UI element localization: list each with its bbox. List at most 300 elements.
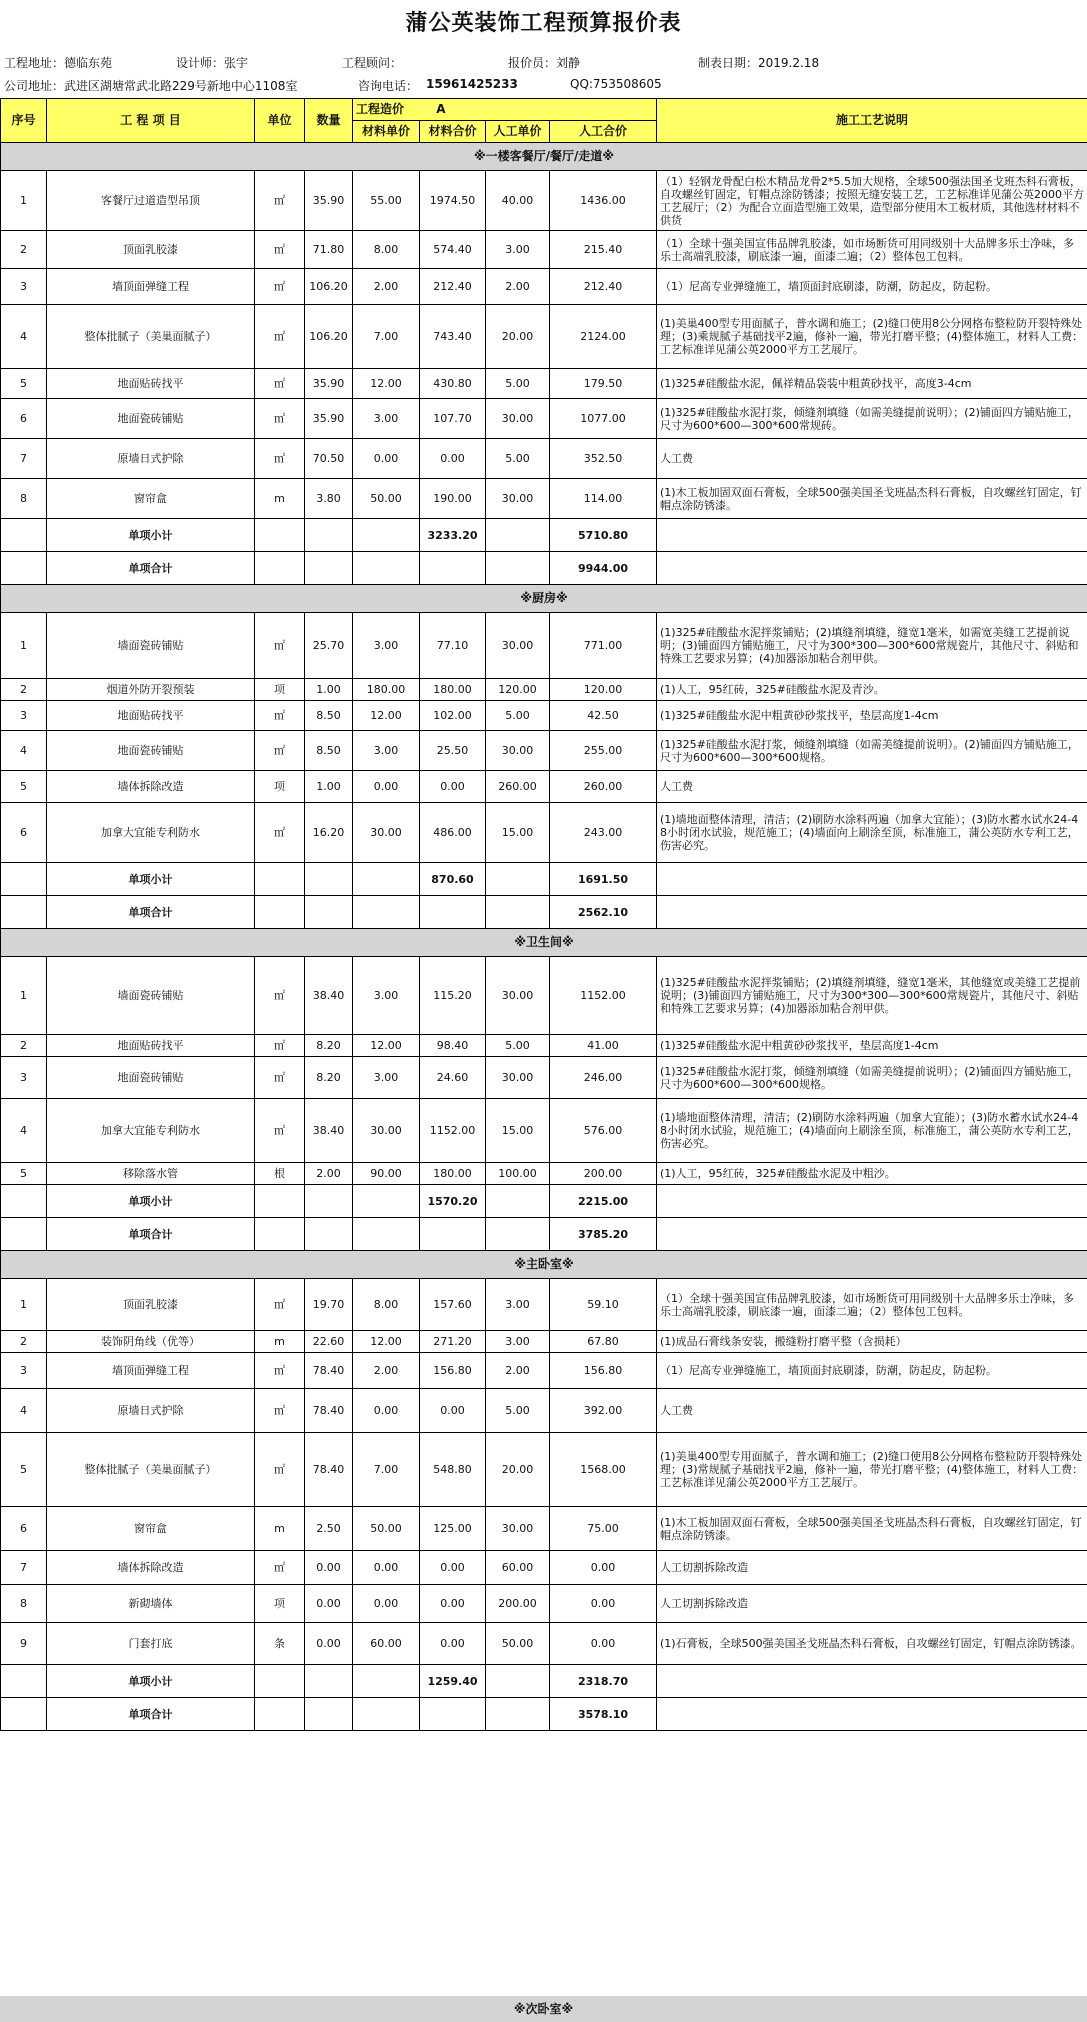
row-mat-total: 1152.00	[420, 1099, 486, 1163]
col-item: 工 程 项 目	[47, 99, 255, 143]
row-desc: (1)325#硅酸盐水泥拌浆铺贴；(2)填缝剂填缝，缝宽1毫米，如需宽美缝工艺提前说明；(3)铺面四方铺贴施工，尺寸为300*300—300*600常规瓷片，其他尺寸、斜贴和特殊工艺要求另算；(4)加器添加粘合剂甲供。	[657, 613, 1087, 679]
row-mat-price: 0.00	[353, 1389, 420, 1433]
col-lab-price: 人工单价	[486, 121, 550, 143]
table-row	[1, 771, 1087, 803]
row-no: 2	[1, 1331, 47, 1353]
row-desc: (1)325#硅酸盐水泥打浆，倾缝剂填缝（如需美缝提前说明）；(2)铺面四方铺贴施工，尺寸为600*600—300*600常规砖。	[657, 399, 1087, 439]
row-qty: 16.20	[305, 803, 353, 863]
header-row	[1, 99, 1087, 121]
row-desc: (1)325#硅酸盐水泥，佩祥精品袋装中粗黄砂找平，高度3-4cm	[657, 369, 1087, 399]
row-unit: ㎡	[255, 1099, 305, 1163]
total-row	[1, 1218, 1087, 1251]
row-mat-total: 180.00	[420, 679, 486, 701]
row-no: 5	[1, 771, 47, 803]
blank-cell	[255, 552, 305, 585]
row-item: 顶面乳胶漆	[47, 1279, 255, 1331]
table-row	[1, 1035, 1087, 1057]
row-desc: （1）全球十强美国宣伟品牌乳胶漆，如市场断货可用同级别十大品牌多乐士净味，多乐士高端乳胶漆，刷底漆一遍，面漆二遍；（2）整体包工包料。	[657, 1279, 1087, 1331]
blank-cell	[305, 1698, 353, 1731]
info-row-1	[0, 50, 1087, 72]
blank-cell	[255, 1218, 305, 1251]
row-no: 1	[1, 613, 47, 679]
row-lab-total: 42.50	[550, 701, 657, 731]
table-row	[1, 1585, 1087, 1623]
row-item: 烟道外防开裂预装	[47, 679, 255, 701]
row-qty: 8.20	[305, 1035, 353, 1057]
row-item: 整体批腻子（美巢面腻子）	[47, 1433, 255, 1507]
row-item: 墙体拆除改造	[47, 771, 255, 803]
row-qty: 106.20	[305, 269, 353, 305]
blank-cell	[420, 1218, 486, 1251]
blank-cell	[657, 519, 1087, 552]
row-desc: 人工费	[657, 771, 1087, 803]
blank-cell	[353, 1185, 420, 1218]
blank-cell	[353, 1218, 420, 1251]
row-mat-price: 7.00	[353, 1433, 420, 1507]
row-item: 移除落水管	[47, 1163, 255, 1185]
total-value: 3578.10	[550, 1698, 657, 1731]
row-lab-price: 30.00	[486, 613, 550, 679]
row-unit: 根	[255, 1163, 305, 1185]
row-lab-price: 30.00	[486, 1507, 550, 1551]
section-title: ※主卧室※	[1, 1251, 1087, 1279]
row-lab-price: 5.00	[486, 1389, 550, 1433]
row-lab-price: 30.00	[486, 731, 550, 771]
row-item: 地面瓷砖铺贴	[47, 399, 255, 439]
row-mat-total: 430.80	[420, 369, 486, 399]
row-lab-price: 60.00	[486, 1551, 550, 1585]
row-item: 顶面乳胶漆	[47, 231, 255, 269]
table-row	[1, 1353, 1087, 1389]
row-mat-total: 574.40	[420, 231, 486, 269]
blank-cell	[1, 519, 47, 552]
row-no: 6	[1, 399, 47, 439]
row-qty: 35.90	[305, 369, 353, 399]
row-mat-total: 0.00	[420, 439, 486, 479]
row-no: 8	[1, 479, 47, 519]
row-unit: 项	[255, 679, 305, 701]
blank-cell	[486, 1665, 550, 1698]
row-lab-price: 5.00	[486, 1035, 550, 1057]
blank-cell	[486, 552, 550, 585]
row-mat-price: 30.00	[353, 803, 420, 863]
row-unit: ㎡	[255, 701, 305, 731]
row-item: 加拿大宜能专利防水	[47, 803, 255, 863]
row-lab-price: 2.00	[486, 269, 550, 305]
row-mat-total: 24.60	[420, 1057, 486, 1099]
row-mat-price: 3.00	[353, 399, 420, 439]
row-mat-price: 2.00	[353, 269, 420, 305]
subtotal-row	[1, 519, 1087, 552]
row-lab-total: 771.00	[550, 613, 657, 679]
subtotal-labor: 2215.00	[550, 1185, 657, 1218]
row-lab-total: 114.00	[550, 479, 657, 519]
row-no: 4	[1, 1099, 47, 1163]
row-lab-total: 75.00	[550, 1507, 657, 1551]
blank-cell	[353, 519, 420, 552]
row-unit: ㎡	[255, 731, 305, 771]
subtotal-material: 870.60	[420, 863, 486, 896]
row-lab-price: 200.00	[486, 1585, 550, 1623]
row-mat-price: 180.00	[353, 679, 420, 701]
project-address: 工程地址：德临东苑	[4, 56, 113, 70]
row-mat-total: 102.00	[420, 701, 486, 731]
row-item: 墙面瓷砖铺贴	[47, 957, 255, 1035]
row-unit: ㎡	[255, 1035, 305, 1057]
row-lab-price: 15.00	[486, 803, 550, 863]
row-item: 墙面瓷砖铺贴	[47, 613, 255, 679]
row-lab-price: 2.00	[486, 1353, 550, 1389]
row-no: 6	[1, 1507, 47, 1551]
table-row	[1, 803, 1087, 863]
company-address: 公司地址：武进区湖塘常武北路229号新地中心1108室	[4, 79, 298, 93]
table-row	[1, 369, 1087, 399]
row-qty: 1.00	[305, 679, 353, 701]
blank-cell	[353, 896, 420, 929]
section-header	[1, 929, 1087, 957]
row-mat-total: 486.00	[420, 803, 486, 863]
section-header	[1, 1251, 1087, 1279]
row-qty: 0.00	[305, 1551, 353, 1585]
row-no: 5	[1, 1433, 47, 1507]
blank-cell	[657, 1185, 1087, 1218]
blank-cell	[305, 896, 353, 929]
blank-cell	[486, 519, 550, 552]
total-value: 9944.00	[550, 552, 657, 585]
row-item: 地面贴砖找平	[47, 369, 255, 399]
row-unit: ㎡	[255, 269, 305, 305]
table-row	[1, 679, 1087, 701]
col-mat-price: 材料单价	[353, 121, 420, 143]
row-mat-price: 3.00	[353, 957, 420, 1035]
row-mat-total: 743.40	[420, 305, 486, 369]
row-unit: ㎡	[255, 1057, 305, 1099]
table-row	[1, 1433, 1087, 1507]
row-lab-total: 200.00	[550, 1163, 657, 1185]
blank-cell	[255, 1698, 305, 1731]
table-row	[1, 305, 1087, 369]
info-row-2	[0, 73, 1087, 95]
row-qty: 3.80	[305, 479, 353, 519]
row-lab-price: 100.00	[486, 1163, 550, 1185]
row-desc: (1)325#硅酸盐水泥拌浆铺贴；(2)填缝剂填缝，缝宽1毫米，其他缝宽或美缝工艺提前说明；(3)铺面四方铺贴施工，尺寸为300*300—300*600常规瓷片，其他尺寸、斜贴和特殊工艺要求另算；(4)加器添加粘合剂甲供。	[657, 957, 1087, 1035]
blank-cell	[255, 1665, 305, 1698]
blank-cell	[486, 1218, 550, 1251]
blank-cell	[657, 1665, 1087, 1698]
row-item: 客餐厅过道造型吊顶	[47, 171, 255, 231]
table-body	[1, 143, 1087, 1731]
row-desc: (1)成品石膏线条安装，搬缝粉打磨平整（含损耗）	[657, 1331, 1087, 1353]
row-mat-price: 0.00	[353, 439, 420, 479]
row-qty: 78.40	[305, 1389, 353, 1433]
row-mat-total: 1974.50	[420, 171, 486, 231]
row-desc: (1)325#硅酸盐水泥打浆，倾缝剂填缝（如需美缝提前说明）；(2)铺面四方铺贴施工，尺寸为600*600—300*600规格。	[657, 1057, 1087, 1099]
subtotal-label: 单项小计	[47, 1185, 255, 1218]
blank-cell	[486, 1698, 550, 1731]
table-row	[1, 1551, 1087, 1585]
total-label: 单项合计	[47, 552, 255, 585]
blank-cell	[657, 1698, 1087, 1731]
blank-cell	[1, 896, 47, 929]
row-mat-total: 0.00	[420, 1551, 486, 1585]
row-unit: ㎡	[255, 305, 305, 369]
table-row	[1, 171, 1087, 231]
blank-cell	[486, 1185, 550, 1218]
row-no: 4	[1, 1389, 47, 1433]
row-desc: 人工费	[657, 1389, 1087, 1433]
blank-cell	[353, 1665, 420, 1698]
row-mat-price: 90.00	[353, 1163, 420, 1185]
designer: 设计师：张宇	[176, 56, 249, 70]
total-label: 单项合计	[47, 1218, 255, 1251]
col-qty: 数量	[305, 99, 353, 143]
table-row	[1, 1507, 1087, 1551]
row-desc: (1)墙地面整体清理，清洁；(2)刷防水涂料两遍（加拿大宜能）；(3)防水蓄水试水24-48小时闭水试验，规范施工；(4)墙面向上刷涂至顶，标准施工，蒲公英防水专利工艺，伤害必究。	[657, 803, 1087, 863]
row-mat-total: 0.00	[420, 1585, 486, 1623]
table-date: 制表日期：2019.2.18	[698, 56, 820, 70]
total-label: 单项合计	[47, 896, 255, 929]
row-lab-price: 20.00	[486, 1433, 550, 1507]
row-desc: (1)325#硅酸盐水泥打浆，倾缝剂填缝（如需美缝提前说明）。(2)铺面四方铺贴施工，尺寸为600*600—300*600规格。	[657, 731, 1087, 771]
row-desc: (1)墙地面整体清理，清洁；(2)刷防水涂料两遍（加拿大宜能）；(3)防水蓄水试水24-48小时闭水试验，规范施工；(4)墙面向上刷涂至顶，标准施工，蒲公英防水专利工艺，伤害必究。	[657, 1099, 1087, 1163]
row-mat-price: 12.00	[353, 369, 420, 399]
row-qty: 71.80	[305, 231, 353, 269]
row-lab-total: 2124.00	[550, 305, 657, 369]
blank-cell	[353, 1698, 420, 1731]
blank-cell	[657, 896, 1087, 929]
row-lab-total: 59.10	[550, 1279, 657, 1331]
row-desc: （1）全球十强美国宣伟品牌乳胶漆，如市场断货可用同级别十大品牌多乐士净味，多乐士高端乳胶漆，刷底漆一遍，面漆二遍；（2）整体包工包料。	[657, 231, 1087, 269]
row-qty: 2.00	[305, 1163, 353, 1185]
blank-cell	[657, 1218, 1087, 1251]
blank-cell	[1, 552, 47, 585]
row-mat-total: 98.40	[420, 1035, 486, 1057]
row-lab-total: 120.00	[550, 679, 657, 701]
row-lab-price: 50.00	[486, 1623, 550, 1665]
row-item: 墙顶面弹缝工程	[47, 269, 255, 305]
row-unit: 条	[255, 1623, 305, 1665]
row-mat-total: 548.80	[420, 1433, 486, 1507]
row-mat-price: 0.00	[353, 1551, 420, 1585]
row-unit: ㎡	[255, 1433, 305, 1507]
blank-cell	[255, 863, 305, 896]
row-qty: 35.90	[305, 171, 353, 231]
section-title: ※一楼客餐厅/餐厅/走道※	[1, 143, 1087, 171]
table-row	[1, 701, 1087, 731]
row-desc: 人工切割拆除改造	[657, 1585, 1087, 1623]
subtotal-label: 单项小计	[47, 519, 255, 552]
row-unit: m	[255, 479, 305, 519]
row-lab-total: 156.80	[550, 1353, 657, 1389]
row-desc: (1)人工，95红砖，325#硅酸盐水泥及青沙。	[657, 679, 1087, 701]
row-no: 3	[1, 269, 47, 305]
row-desc: （1）尼高专业弹缝施工，墙顶面封底刷漆，防潮，防起皮，防起粉。	[657, 269, 1087, 305]
phone-number: 15961425233	[426, 77, 518, 91]
row-mat-price: 50.00	[353, 479, 420, 519]
row-no: 1	[1, 957, 47, 1035]
qq-number: QQ:753508605	[570, 77, 662, 91]
row-lab-price: 30.00	[486, 399, 550, 439]
table-row	[1, 957, 1087, 1035]
blank-cell	[486, 863, 550, 896]
blank-cell	[657, 863, 1087, 896]
row-mat-total: 77.10	[420, 613, 486, 679]
row-unit: m	[255, 1331, 305, 1353]
subtotal-labor: 1691.50	[550, 863, 657, 896]
total-row	[1, 1698, 1087, 1731]
table-row	[1, 1331, 1087, 1353]
row-mat-total: 157.60	[420, 1279, 486, 1331]
row-unit: 项	[255, 771, 305, 803]
section-header	[1, 585, 1087, 613]
row-qty: 70.50	[305, 439, 353, 479]
section-title: ※卫生间※	[1, 929, 1087, 957]
row-unit: ㎡	[255, 1551, 305, 1585]
row-desc: (1)木工板加固双面石膏板，全球500强美国圣戈班晶杰科石膏板，自攻螺丝钉固定，钉帽点涂防锈漆。	[657, 479, 1087, 519]
row-item: 加拿大宜能专利防水	[47, 1099, 255, 1163]
row-mat-price: 3.00	[353, 731, 420, 771]
row-no: 8	[1, 1585, 47, 1623]
total-row	[1, 896, 1087, 929]
row-mat-price: 8.00	[353, 1279, 420, 1331]
subtotal-row	[1, 1665, 1087, 1698]
blank-cell	[420, 552, 486, 585]
row-lab-total: 0.00	[550, 1585, 657, 1623]
row-lab-total: 246.00	[550, 1057, 657, 1099]
blank-cell	[305, 552, 353, 585]
row-unit: ㎡	[255, 1279, 305, 1331]
subtotal-material: 3233.20	[420, 519, 486, 552]
row-mat-price: 0.00	[353, 771, 420, 803]
row-qty: 106.20	[305, 305, 353, 369]
row-no: 9	[1, 1623, 47, 1665]
table-row	[1, 231, 1087, 269]
row-mat-price: 55.00	[353, 171, 420, 231]
row-no: 4	[1, 305, 47, 369]
table-row	[1, 439, 1087, 479]
row-mat-price: 50.00	[353, 1507, 420, 1551]
subtotal-material: 1259.40	[420, 1665, 486, 1698]
row-desc: (1)石膏板，全球500强美国圣戈班晶杰科石膏板，自攻螺丝钉固定，钉帽点涂防锈漆。	[657, 1623, 1087, 1665]
row-lab-total: 352.50	[550, 439, 657, 479]
blank-cell	[305, 519, 353, 552]
row-lab-price: 260.00	[486, 771, 550, 803]
row-mat-total: 190.00	[420, 479, 486, 519]
row-lab-price: 30.00	[486, 957, 550, 1035]
row-qty: 35.90	[305, 399, 353, 439]
row-mat-price: 8.00	[353, 231, 420, 269]
row-mat-price: 3.00	[353, 613, 420, 679]
page-title: 蒲公英装饰工程预算报价表	[405, 10, 682, 36]
row-mat-total: 0.00	[420, 1389, 486, 1433]
blank-cell	[305, 1218, 353, 1251]
subtotal-row	[1, 1185, 1087, 1218]
table-row	[1, 1279, 1087, 1331]
col-unit: 单位	[255, 99, 305, 143]
row-mat-total: 107.70	[420, 399, 486, 439]
row-lab-price: 15.00	[486, 1099, 550, 1163]
col-cost-mark: A	[436, 102, 446, 116]
table-row	[1, 1623, 1087, 1665]
row-lab-total: 1152.00	[550, 957, 657, 1035]
row-unit: ㎡	[255, 439, 305, 479]
row-item: 原墙日式护除	[47, 1389, 255, 1433]
row-lab-total: 260.00	[550, 771, 657, 803]
row-mat-price: 12.00	[353, 701, 420, 731]
row-unit: ㎡	[255, 613, 305, 679]
blank-cell	[486, 896, 550, 929]
row-mat-price: 2.00	[353, 1353, 420, 1389]
row-no: 5	[1, 1163, 47, 1185]
col-cost	[353, 99, 657, 121]
row-qty: 8.50	[305, 731, 353, 771]
row-unit: ㎡	[255, 171, 305, 231]
row-lab-total: 576.00	[550, 1099, 657, 1163]
blank-cell	[1, 1665, 47, 1698]
row-mat-price: 12.00	[353, 1331, 420, 1353]
row-qty: 2.50	[305, 1507, 353, 1551]
col-desc: 施工工艺说明	[657, 99, 1087, 143]
row-lab-total: 215.40	[550, 231, 657, 269]
row-lab-total: 0.00	[550, 1623, 657, 1665]
table-row	[1, 399, 1087, 439]
row-mat-total: 25.50	[420, 731, 486, 771]
row-desc: (1)325#硅酸盐水泥中粗黄砂砂浆找平，垫层高度1-4cm	[657, 701, 1087, 731]
row-mat-price: 12.00	[353, 1035, 420, 1057]
row-no: 3	[1, 701, 47, 731]
section-title: ※厨房※	[1, 585, 1087, 613]
subtotal-row	[1, 863, 1087, 896]
quoter: 报价员：刘静	[508, 56, 581, 70]
row-lab-total: 0.00	[550, 1551, 657, 1585]
row-lab-price: 5.00	[486, 369, 550, 399]
row-mat-total: 0.00	[420, 771, 486, 803]
row-item: 墙顶面弹缝工程	[47, 1353, 255, 1389]
row-item: 整体批腻子（美巢面腻子）	[47, 305, 255, 369]
row-unit: m	[255, 1507, 305, 1551]
row-lab-total: 67.80	[550, 1331, 657, 1353]
row-unit: ㎡	[255, 957, 305, 1035]
row-item: 装饰阴角线（优等）	[47, 1331, 255, 1353]
blank-cell	[1, 1218, 47, 1251]
row-lab-price: 40.00	[486, 171, 550, 231]
row-no: 7	[1, 1551, 47, 1585]
row-item: 原墙日式护除	[47, 439, 255, 479]
row-no: 1	[1, 171, 47, 231]
row-qty: 78.40	[305, 1433, 353, 1507]
row-mat-price: 3.00	[353, 1057, 420, 1099]
row-mat-price: 60.00	[353, 1623, 420, 1665]
blank-cell	[1, 863, 47, 896]
row-qty: 8.20	[305, 1057, 353, 1099]
blank-cell	[1, 1698, 47, 1731]
row-qty: 38.40	[305, 957, 353, 1035]
blank-cell	[420, 896, 486, 929]
row-qty: 0.00	[305, 1623, 353, 1665]
subtotal-label: 单项小计	[47, 1665, 255, 1698]
blank-cell	[255, 896, 305, 929]
col-lab-total: 人工合价	[550, 121, 657, 143]
row-mat-price: 7.00	[353, 305, 420, 369]
subtotal-material: 1570.20	[420, 1185, 486, 1218]
subtotal-label: 单项小计	[47, 863, 255, 896]
row-lab-price: 20.00	[486, 305, 550, 369]
row-unit: ㎡	[255, 803, 305, 863]
row-lab-total: 1568.00	[550, 1433, 657, 1507]
row-item: 地面瓷砖铺贴	[47, 731, 255, 771]
table-row	[1, 1163, 1087, 1185]
blank-cell	[353, 552, 420, 585]
